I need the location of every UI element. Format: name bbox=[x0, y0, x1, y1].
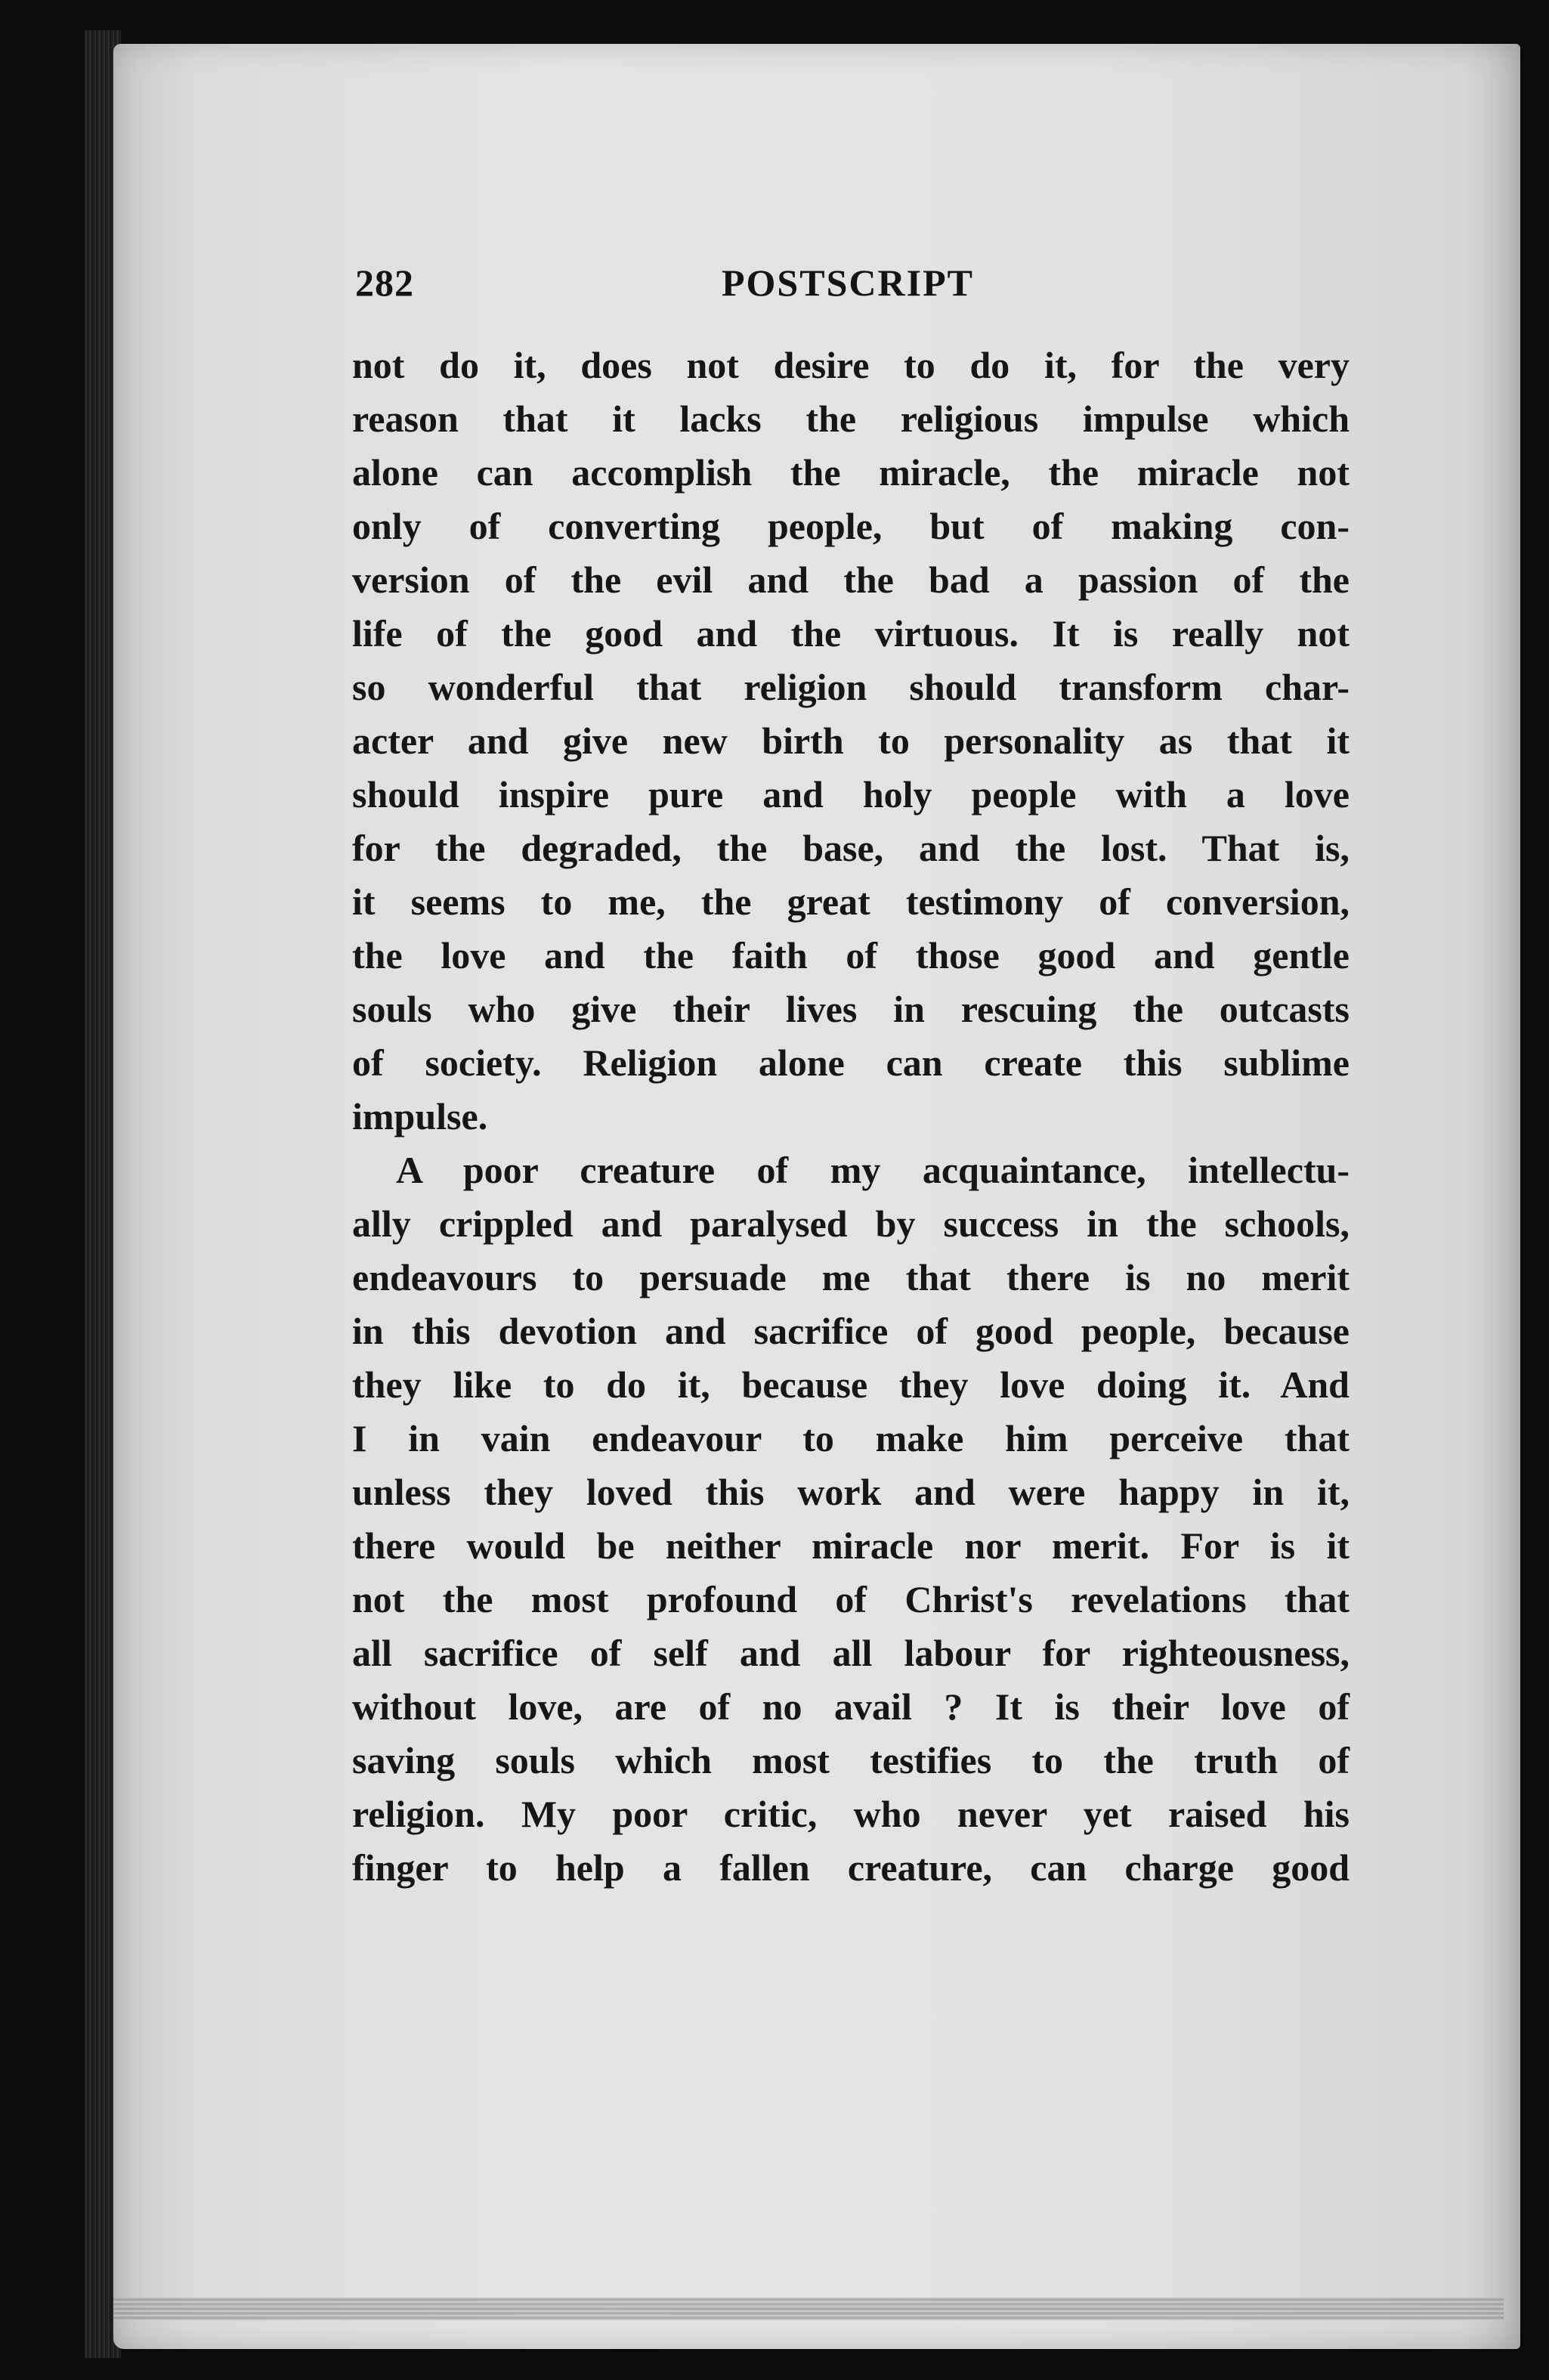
text-line: alone can accomplish the miracle, the miracle not bbox=[352, 451, 1350, 494]
text-line: souls who give their lives in rescuing the outcasts bbox=[352, 988, 1350, 1030]
paragraph bbox=[352, 1144, 1350, 1895]
text-line: in this devotion and sacrifice of good people, because bbox=[352, 1310, 1350, 1352]
text-line: ally crippled and paralysed by success in the schools, bbox=[352, 1202, 1350, 1245]
running-header bbox=[355, 261, 1337, 314]
text-line: religion. My poor critic, who never yet raised his bbox=[352, 1793, 1350, 1835]
paragraph bbox=[352, 339, 1350, 1144]
text-line: finger to help a fallen creature, can charge good bbox=[352, 1846, 1350, 1889]
page-stack-edge bbox=[113, 2298, 1504, 2320]
text-line: for the degraded, the base, and the lost. That is, bbox=[352, 827, 1350, 869]
text-line: impulse. bbox=[352, 1095, 488, 1137]
text-line: saving souls which most testifies to the truth of bbox=[352, 1739, 1350, 1781]
text-line: there would be neither miracle nor merit. For is it bbox=[352, 1524, 1350, 1567]
running-title: POSTSCRIPT bbox=[722, 262, 974, 304]
text-line: so wonderful that religion should transform char- bbox=[352, 666, 1350, 708]
text-line: only of converting people, but of making con- bbox=[352, 505, 1350, 547]
text-line: I in vain endeavour to make him perceive that bbox=[352, 1417, 1350, 1459]
text-line: reason that it lacks the religious impulse which bbox=[352, 398, 1350, 440]
text-line: it seems to me, the great testimony of conversion, bbox=[352, 881, 1350, 923]
text-line: life of the good and the virtuous. It is really not bbox=[352, 612, 1350, 655]
text-line: the love and the faith of those good and gentle bbox=[352, 934, 1350, 976]
text-line: of society. Religion alone can create this sublime bbox=[352, 1041, 1350, 1084]
page-number: 282 bbox=[355, 262, 414, 304]
text-line: acter and give new birth to personality as that it bbox=[352, 720, 1350, 762]
text-line: not do it, does not desire to do it, for the very bbox=[352, 344, 1350, 386]
text-line: without love, are of no avail ? It is their love of bbox=[352, 1685, 1350, 1728]
text-line: they like to do it, because they love doing it. And bbox=[352, 1363, 1350, 1406]
text-line: unless they loved this work and were happy in it, bbox=[352, 1471, 1350, 1513]
text-line: all sacrifice of self and all labour for righteousness, bbox=[352, 1632, 1350, 1674]
text-line: endeavours to persuade me that there is no merit bbox=[352, 1256, 1350, 1298]
text-line: not the most profound of Christ's revelations that bbox=[352, 1578, 1350, 1620]
body-text bbox=[352, 339, 1350, 1895]
text-line: A poor creature of my acquaintance, intellectu- bbox=[396, 1149, 1350, 1191]
text-line: should inspire pure and holy people with a love bbox=[352, 773, 1350, 816]
text-line: version of the evil and the bad a passion of the bbox=[352, 559, 1350, 601]
